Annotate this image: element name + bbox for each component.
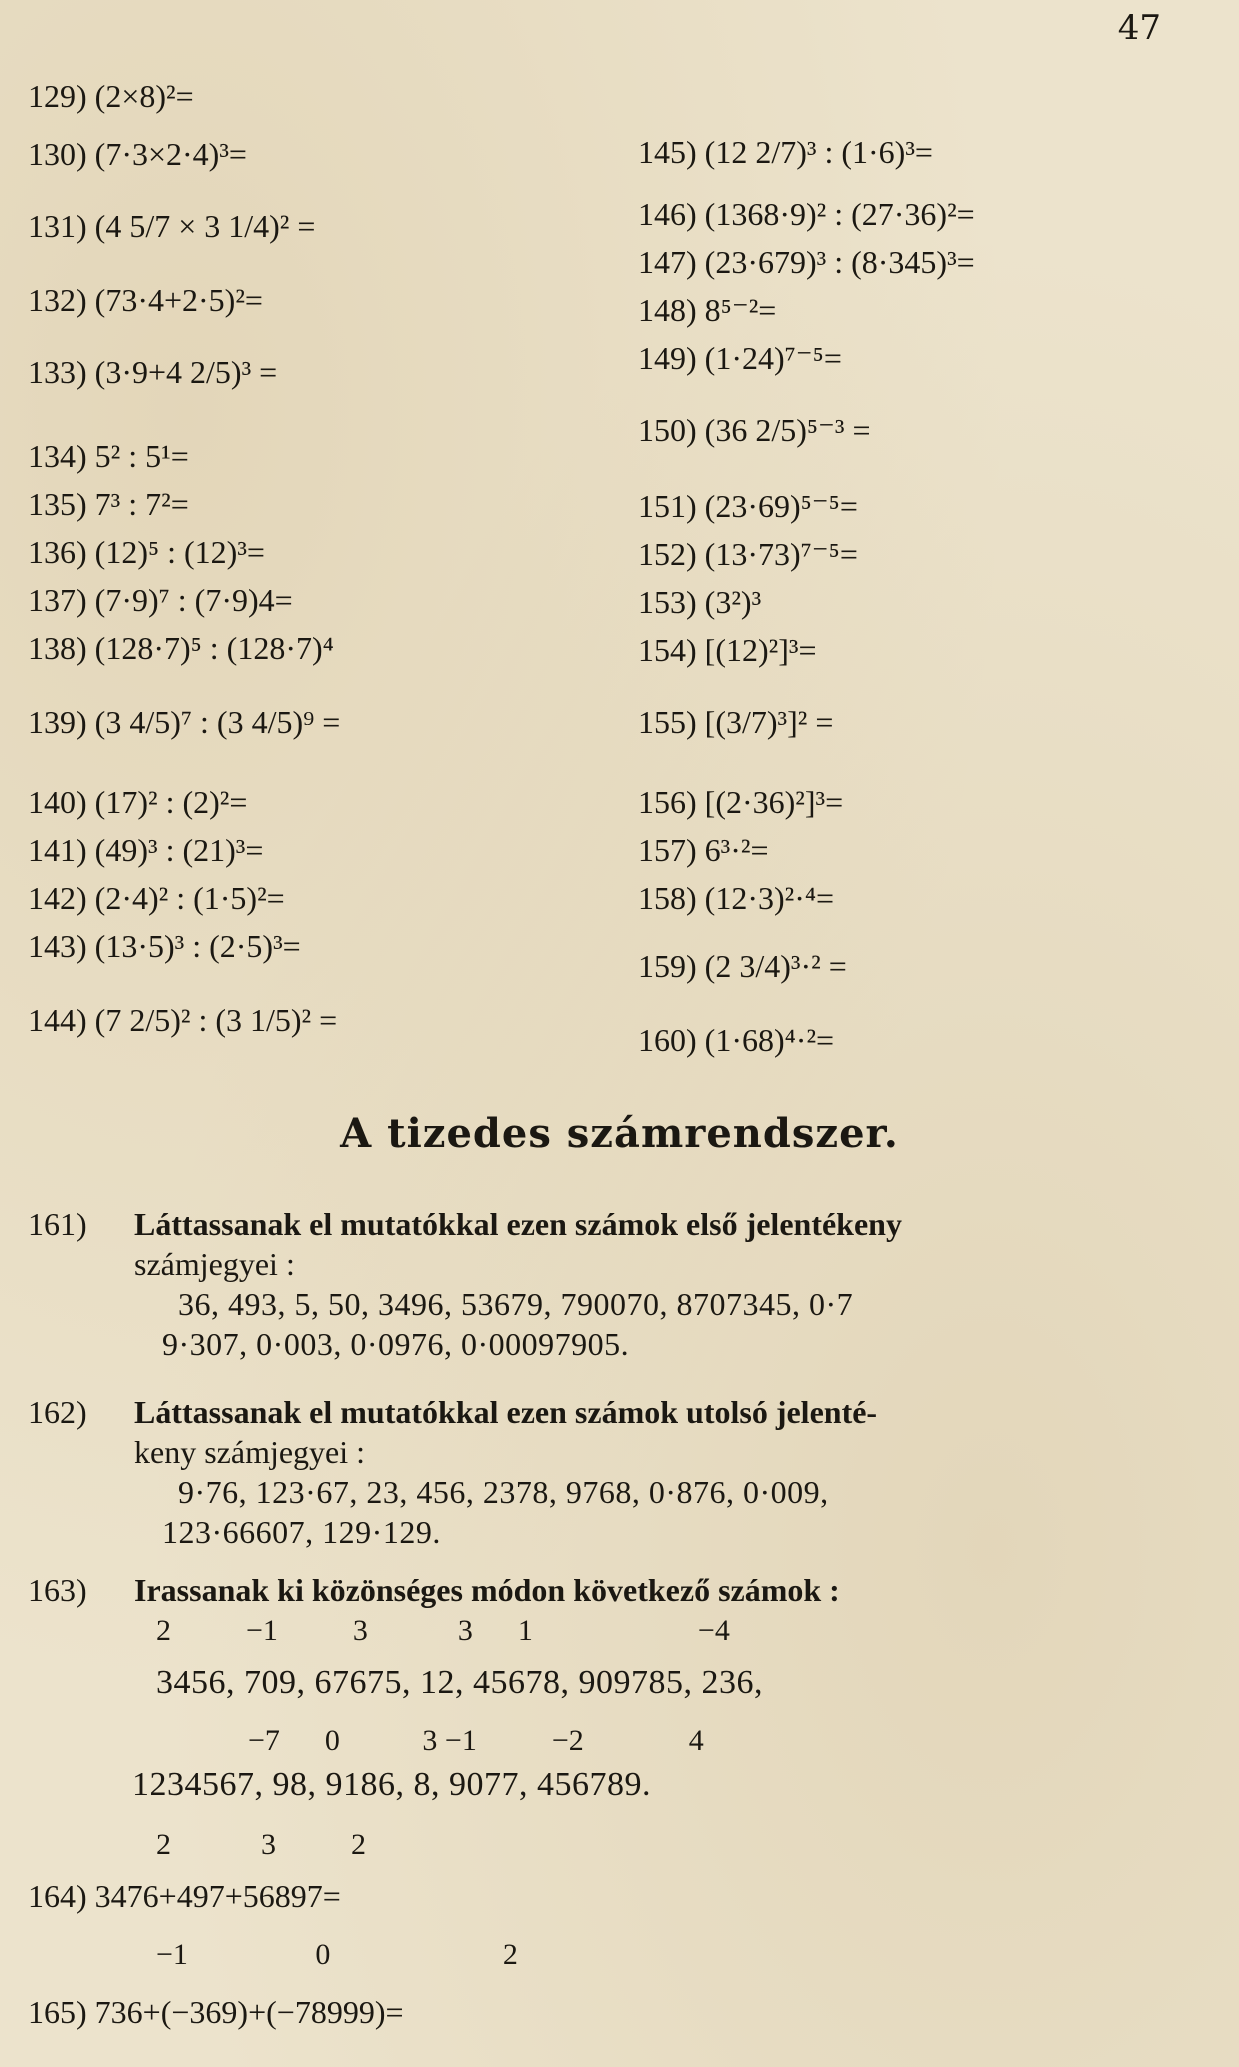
exercise-149: 149) (1·24)⁷⁻⁵= (638, 340, 842, 376)
problem-162 (28, 1392, 1188, 1552)
expression: 3476+497+56897= (94, 1878, 341, 1914)
expression: 736+(−369)+(−78999)= (94, 1994, 404, 2030)
exercise-158: 158) (12·3)²·⁴= (638, 880, 835, 916)
exercise-135: 135) 7³ : 7²= (28, 486, 189, 522)
problem-text-cont: keny számjegyei : (134, 1434, 366, 1470)
exercise-131: 131) (4 5/7 × 3 1/4)² = (28, 208, 316, 244)
exercise-141: 141) (49)³ : (21)³= (28, 832, 264, 868)
problem-161 (28, 1204, 1188, 1364)
problem-163 (28, 1570, 1188, 1610)
exercise-139: 139) (3 4/5)⁷ : (3 4/5)⁹ = (28, 704, 341, 740)
exercise-151: 151) (23·69)⁵⁻⁵= (638, 488, 858, 524)
problem-text: Láttassanak el mutatókkal ezen számok első jelentékeny (134, 1206, 902, 1242)
number-line-2: 1234567, 98, 9186, 8, 9077, 456789. (132, 1766, 651, 1803)
exercise-152: 152) (13·73)⁷⁻⁵= (638, 536, 858, 572)
exercise-140: 140) (17)² : (2)²= (28, 784, 248, 820)
exercise-156: 156) [(2·36)²]³= (638, 784, 844, 820)
problem-164 (28, 1880, 341, 1912)
exercise-147: 147) (23·679)³ : (8·345)³= (638, 244, 975, 280)
section-heading: A tizedes számrendszer. (340, 1110, 899, 1157)
problem-number: 161) (28, 1206, 87, 1242)
problem-number: 163) (28, 1572, 87, 1608)
exercise-132: 132) (73·4+2·5)²= (28, 282, 263, 318)
exercise-142: 142) (2·4)² : (1·5)²= (28, 880, 285, 916)
problem-text: Irassanak ki közönséges módon következő számok : (134, 1572, 840, 1608)
exercise-146: 146) (1368·9)² : (27·36)²= (638, 196, 975, 232)
exercise-133: 133) (3·9+4 2/5)³ = (28, 354, 278, 390)
exercise-154: 154) [(12)²]³= (638, 632, 817, 668)
problem-text: Láttassanak el mutatókkal ezen számok utolsó jelenté- (134, 1394, 878, 1430)
index-marks-line-2: −7 0 3 −1 −2 4 (248, 1724, 704, 1757)
exercise-157: 157) 6³·²= (638, 832, 769, 868)
exercise-160: 160) (1·68)⁴·²= (638, 1022, 835, 1058)
problem-number: 164) (28, 1878, 87, 1914)
number-list-cont: 123·66607, 129·129. (162, 1514, 441, 1550)
problem-number: 165) (28, 1994, 87, 2030)
problem-text-cont: számjegyei : (134, 1246, 295, 1282)
exercise-148: 148) 8⁵⁻²= (638, 292, 777, 328)
number-list: 9·76, 123·67, 23, 456, 2378, 9768, 0·876, 0·009, (178, 1474, 829, 1510)
exercise-134: 134) 5² : 5¹= (28, 438, 189, 474)
page-number: 47 (1117, 8, 1161, 48)
exercise-155: 155) [(3/7)³]² = (638, 704, 834, 740)
exercise-145: 145) (12 2/7)³ : (1·6)³= (638, 134, 933, 170)
problem-number: 162) (28, 1394, 87, 1430)
exercise-138: 138) (128·7)⁵ : (128·7)⁴ (28, 630, 334, 666)
problem-165 (28, 1996, 404, 2028)
exercise-137: 137) (7·9)⁷ : (7·9)4= (28, 582, 293, 618)
exercise-159: 159) (2 3/4)³·² = (638, 948, 847, 984)
number-list: 36, 493, 5, 50, 3496, 53679, 790070, 8707345, 0·7 (178, 1286, 854, 1322)
exercise-143: 143) (13·5)³ : (2·5)³= (28, 928, 301, 964)
exercise-129: 129) (2×8)²= (28, 78, 194, 114)
exercise-150: 150) (36 2/5)⁵⁻³ = (638, 412, 871, 448)
exercise-144: 144) (7 2/5)² : (3 1/5)² = (28, 1002, 338, 1038)
exercise-153: 153) (3²)³ (638, 584, 762, 620)
number-line-1: 3456, 709, 67675, 12, 45678, 909785, 236, (156, 1664, 763, 1701)
exercise-136: 136) (12)⁵ : (12)³= (28, 534, 265, 570)
index-marks-165: −1 0 2 (156, 1938, 518, 1971)
index-marks-line-1: 2 −1 3 3 1 −4 (156, 1614, 730, 1647)
index-marks-164: 2 3 2 (156, 1828, 366, 1861)
number-list-cont: 9·307, 0·003, 0·0976, 0·00097905. (162, 1326, 630, 1362)
exercise-130: 130) (7·3×2·4)³= (28, 136, 247, 172)
